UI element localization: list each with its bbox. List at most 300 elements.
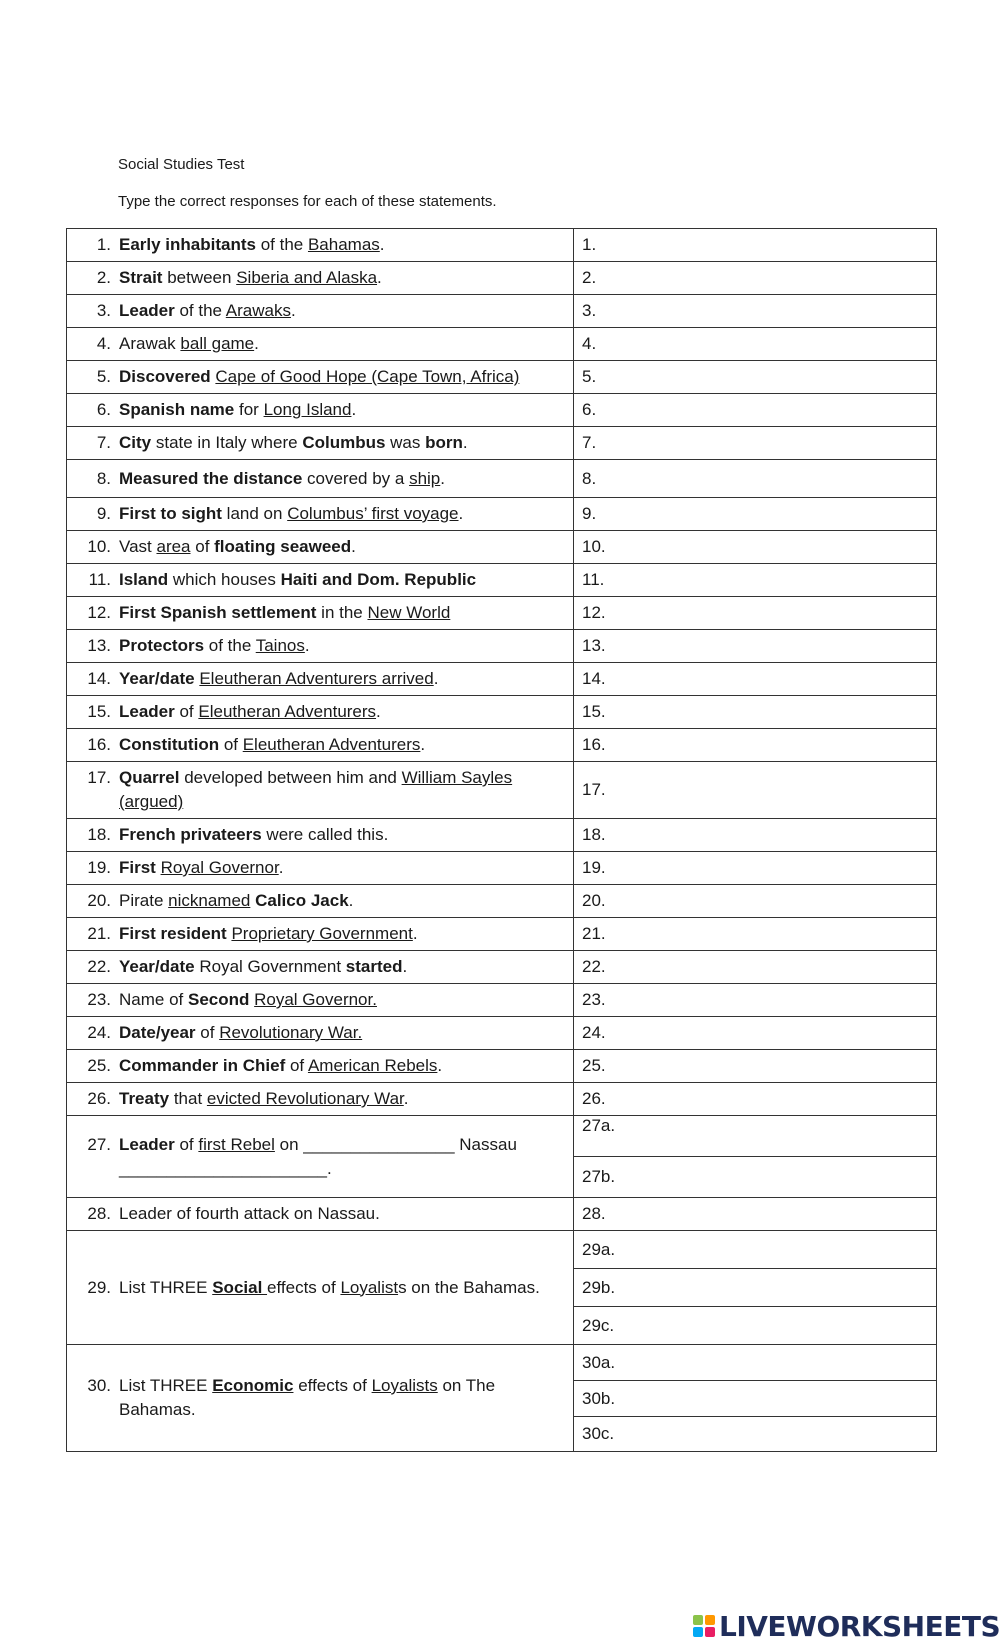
answer-field[interactable]: [574, 460, 937, 498]
question-text-segment: Leader: [119, 301, 175, 320]
table-row: [67, 1198, 937, 1231]
question-text-segment: area: [156, 537, 191, 556]
question-text-segment: ship: [409, 468, 441, 488]
question-text-segment: .: [403, 1089, 409, 1108]
table-row: [67, 729, 937, 762]
answer-field[interactable]: [574, 1381, 937, 1417]
question-text-segment: Vast: [119, 537, 157, 556]
question-number: 23.: [87, 990, 111, 1009]
answer-field[interactable]: [574, 328, 937, 361]
answer-field[interactable]: [574, 361, 937, 394]
question-number: 8.: [96, 468, 111, 488]
question-text-segment: floating seaweed: [214, 537, 352, 556]
question-text-segment: .: [420, 735, 426, 754]
question-text-segment: City: [119, 433, 152, 452]
question-cell: [67, 564, 574, 597]
answer-field[interactable]: [574, 394, 937, 427]
question-table: [66, 228, 937, 1452]
answer-label: 18.: [582, 825, 606, 844]
question-text-segment: of: [190, 537, 215, 556]
question-text-segment: Long Island: [263, 400, 352, 419]
question-cell: [67, 1050, 574, 1083]
question-cell: [67, 984, 574, 1017]
question-text-segment: French privateers: [119, 825, 262, 844]
question-text: [119, 889, 565, 913]
question-number: 11.: [88, 570, 111, 589]
question-cell: [67, 630, 574, 663]
answer-field[interactable]: [574, 951, 937, 984]
question-text-segment: on The Bahamas.: [119, 1376, 496, 1419]
question-text-segment: Pirate: [119, 891, 169, 910]
table-row: [67, 1050, 937, 1083]
question-text-segment: Royal Government: [194, 957, 346, 976]
question-cell: [67, 885, 574, 918]
question-number: 4.: [96, 334, 111, 353]
question-cell: [67, 328, 574, 361]
question-text-segment: for: [234, 400, 264, 419]
question-text-segment: .: [304, 636, 310, 655]
answer-label: 21.: [582, 924, 606, 943]
question-text: [119, 398, 565, 422]
table-row: [67, 630, 937, 663]
question-text-segment: Early inhabitants: [119, 235, 256, 254]
question-text-segment: Royal Governor.: [254, 990, 377, 1009]
answer-label: 17.: [582, 780, 606, 799]
question-text-segment: covered by a: [302, 468, 410, 488]
question-text-segment: Social: [212, 1277, 268, 1297]
answer-label: 30a.: [582, 1352, 616, 1372]
question-text: [119, 365, 565, 389]
question-text-segment: of the: [255, 235, 308, 254]
question-text-segment: on ________________ Nassau ______________________.: [119, 1134, 517, 1178]
question-text-segment: of: [195, 1023, 220, 1042]
question-cell: [67, 762, 574, 819]
question-text: [119, 467, 565, 491]
answer-label: 9.: [582, 504, 597, 523]
question-text-segment: Cape of Good Hope (Cape Town, Africa): [215, 367, 520, 386]
question-text-segment: were called this.: [261, 825, 389, 844]
question-text-segment: Loyalist: [340, 1277, 399, 1297]
answer-field[interactable]: [574, 984, 937, 1017]
question-number: 5.: [96, 367, 111, 386]
question-text-segment: of: [174, 702, 199, 721]
question-text-segment: of: [285, 1056, 308, 1075]
table-row: [67, 951, 937, 984]
answer-field[interactable]: [574, 295, 937, 328]
question-text: [119, 733, 565, 757]
question-text-segment: .: [377, 268, 382, 287]
instructions: Type the correct responses for each of these statements.: [118, 193, 497, 210]
question-text-segment: Arawak: [119, 334, 181, 353]
question-number: 30.: [87, 1376, 111, 1395]
question-cell: [67, 498, 574, 531]
question-number: 21.: [87, 924, 111, 943]
question-text-segment: .: [437, 1056, 443, 1075]
table-row: [67, 819, 937, 852]
question-text-segment: .: [412, 924, 418, 943]
question-text-segment: .: [351, 400, 357, 419]
question-text: [119, 502, 565, 526]
table-row: [67, 984, 937, 1017]
question-text-segment: Protectors: [119, 636, 205, 655]
question-text-segment: Constitution: [119, 735, 220, 754]
question-text-segment: Date/year: [119, 1023, 196, 1042]
question-number: 9.: [96, 504, 111, 523]
question-text-segment: Year/date: [119, 957, 195, 976]
answer-label: 26.: [582, 1089, 606, 1108]
question-text-segment: First resident: [119, 924, 227, 943]
answer-label: 15.: [582, 702, 606, 721]
question-text-segment: started: [345, 957, 403, 976]
question-number: 22.: [87, 957, 111, 976]
question-text: [119, 332, 565, 356]
table-row: [67, 328, 937, 361]
question-text-segment: state in Italy where: [151, 433, 303, 452]
question-text: [119, 766, 565, 814]
liveworksheets-logo: [693, 1610, 1000, 1642]
question-text-segment: Discovered: [119, 367, 211, 386]
question-text: [119, 634, 565, 658]
answer-field[interactable]: [574, 1116, 937, 1157]
question-text-segment: .: [348, 891, 354, 910]
answer-field[interactable]: [574, 885, 937, 918]
table-row: [67, 564, 937, 597]
question-text-segment: .: [440, 468, 445, 488]
table-row: [67, 696, 937, 729]
answer-label: 29b.: [582, 1277, 616, 1297]
answer-label: 13.: [582, 636, 606, 655]
question-text: [119, 266, 565, 290]
table-row: [67, 597, 937, 630]
answer-label: 22.: [582, 957, 606, 976]
question-text-segment: Treaty: [119, 1089, 170, 1108]
answer-field[interactable]: [574, 1198, 937, 1231]
question-text: [119, 568, 565, 592]
answer-field[interactable]: [574, 1157, 937, 1198]
question-number: 29.: [87, 1277, 111, 1297]
question-text-segment: effects of: [293, 1376, 372, 1395]
question-text: [119, 1087, 565, 1111]
question-text-segment: .: [278, 858, 284, 877]
question-text-segment: First to sight: [119, 504, 222, 523]
question-text-segment: of the: [174, 301, 226, 320]
question-text-segment: .: [433, 669, 439, 688]
question-number: 27.: [87, 1134, 111, 1154]
question-text-segment: Island: [119, 570, 169, 589]
question-cell: [67, 951, 574, 984]
question-text: [119, 856, 565, 880]
question-text-segment: evicted Revolutionary War: [206, 1089, 404, 1108]
table-row: [67, 262, 937, 295]
question-text-segment: Eleutheran Adventurers: [242, 735, 421, 754]
answer-field[interactable]: [574, 1345, 937, 1381]
answer-label: 4.: [582, 334, 597, 353]
question-text-segment: First Spanish settlement: [119, 603, 317, 622]
answer-label: 12.: [582, 603, 606, 622]
question-text-segment: of: [219, 735, 243, 754]
question-cell: [67, 1345, 574, 1452]
question-text: [119, 922, 565, 946]
question-cell: [67, 1017, 574, 1050]
answer-label: 19.: [582, 858, 606, 877]
table-row: [67, 1231, 937, 1269]
question-text-segment: .: [402, 957, 408, 976]
question-text-segment: between: [162, 268, 237, 287]
question-text: [119, 431, 565, 455]
answer-label: 28.: [582, 1204, 606, 1223]
question-text-segment: effects of: [267, 1277, 341, 1297]
table-row: [67, 531, 937, 564]
answer-label: 8.: [582, 468, 597, 488]
question-text-segment: Economic: [212, 1376, 294, 1395]
question-text-segment: developed between him and: [179, 768, 402, 787]
question-text-segment: List THREE: [119, 1376, 213, 1395]
answer-field[interactable]: [574, 819, 937, 852]
answer-label: 10.: [582, 537, 606, 556]
question-text-segment: New World: [367, 603, 451, 622]
table-row: [67, 663, 937, 696]
answer-label: 3.: [582, 301, 597, 320]
question-text: [119, 535, 565, 559]
answer-label: 30c.: [582, 1424, 615, 1443]
question-number: 14.: [87, 669, 111, 688]
question-text-segment: William Sayles (argued): [119, 768, 513, 811]
question-text-segment: first Rebel: [198, 1134, 275, 1154]
question-text-segment: .: [458, 504, 464, 523]
question-text-segment: Calico Jack: [255, 891, 349, 910]
question-text-segment: Leader: [119, 1134, 175, 1154]
answer-label: 23.: [582, 990, 606, 1009]
question-text-segment: land on: [221, 504, 288, 523]
question-text-segment: .: [351, 537, 356, 556]
question-text-segment: Arawaks: [225, 301, 291, 320]
question-number: 28.: [87, 1204, 111, 1223]
question-text: [119, 299, 565, 323]
question-number: 10.: [87, 537, 111, 556]
question-cell: [67, 819, 574, 852]
question-text-segment: Quarrel: [119, 768, 180, 787]
answer-label: 24.: [582, 1023, 606, 1042]
logo-text: LIVEWORKSHEETS: [719, 1609, 1000, 1643]
answer-field[interactable]: [574, 663, 937, 696]
question-text: [119, 823, 565, 847]
question-text-segment: ball game: [180, 334, 255, 353]
question-text-segment: .: [376, 702, 381, 721]
table-row: [67, 1116, 937, 1157]
answer-field[interactable]: [574, 262, 937, 295]
question-text-segment: Tainos: [255, 636, 305, 655]
question-text-segment: American Rebels: [307, 1056, 438, 1075]
answer-field[interactable]: [574, 229, 937, 262]
question-text: [119, 601, 565, 625]
answer-field[interactable]: [574, 1017, 937, 1050]
question-text-segment: nicknamed: [168, 891, 251, 910]
question-text-segment: Year/date: [119, 669, 195, 688]
answer-field[interactable]: [574, 630, 937, 663]
question-number: 24.: [87, 1023, 111, 1042]
answer-label: 11.: [582, 570, 605, 589]
answer-field[interactable]: [574, 1231, 937, 1269]
question-cell: [67, 852, 574, 885]
question-cell: [67, 394, 574, 427]
table-row: [67, 762, 937, 819]
answer-label: 7.: [582, 433, 597, 452]
answer-label: 27b.: [582, 1167, 616, 1186]
question-text-segment: which houses: [168, 570, 281, 589]
question-number: 19.: [87, 858, 111, 877]
question-number: 12.: [87, 603, 111, 622]
answer-field[interactable]: [574, 1050, 937, 1083]
answer-label: 29a.: [582, 1239, 616, 1259]
question-text-segment: First: [119, 858, 156, 877]
question-text: [119, 1021, 565, 1045]
question-text-segment: Name of: [119, 990, 188, 1009]
table-row: [67, 229, 937, 262]
question-cell: [67, 229, 574, 262]
answer-label: 5.: [582, 367, 597, 386]
question-cell: [67, 427, 574, 460]
answer-field[interactable]: [574, 564, 937, 597]
question-cell: [67, 729, 574, 762]
question-text-segment: Haiti and Dom. Republic: [280, 570, 477, 589]
question-number: 15.: [87, 702, 111, 721]
table-row: [67, 852, 937, 885]
answer-field[interactable]: [574, 427, 937, 460]
question-cell: [67, 1116, 574, 1198]
question-number: 7.: [96, 433, 111, 452]
question-text-segment: born: [425, 433, 463, 452]
test-title: Social Studies Test: [118, 156, 245, 173]
table-row: [67, 885, 937, 918]
logo-mark-icon: [693, 1615, 715, 1637]
answer-field[interactable]: [574, 498, 937, 531]
table-row: [67, 1017, 937, 1050]
answer-label: 16.: [582, 735, 606, 754]
question-text-segment: Eleutheran Adventurers arrived: [199, 669, 434, 688]
question-cell: [67, 1198, 574, 1231]
question-text-segment: in the: [316, 603, 368, 622]
question-text-segment: .: [254, 334, 259, 353]
table-row: [67, 361, 937, 394]
question-text-segment: Eleutheran Adventurers: [198, 702, 377, 721]
answer-field[interactable]: [574, 1269, 937, 1307]
question-number: 25.: [87, 1056, 111, 1075]
question-text-segment: of the: [204, 636, 256, 655]
table-row: [67, 427, 937, 460]
question-number: 18.: [87, 825, 111, 844]
answer-field[interactable]: [574, 1083, 937, 1116]
question-text-segment: was: [385, 433, 426, 452]
question-text: [119, 1276, 565, 1300]
answer-label: 25.: [582, 1056, 606, 1075]
question-text: [119, 1054, 565, 1078]
question-number: 16.: [87, 735, 111, 754]
table-row: [67, 394, 937, 427]
question-text-segment: List THREE: [119, 1277, 213, 1297]
question-number: 26.: [87, 1089, 111, 1108]
question-cell: [67, 663, 574, 696]
answer-field[interactable]: [574, 1307, 937, 1345]
question-text-segment: that: [169, 1089, 207, 1108]
question-text-segment: Spanish name: [119, 400, 235, 419]
answer-field[interactable]: [574, 597, 937, 630]
answer-label: 30b.: [582, 1388, 616, 1408]
question-cell: [67, 597, 574, 630]
question-cell: [67, 918, 574, 951]
question-text-segment: Leader: [119, 702, 175, 721]
table-row: [67, 918, 937, 951]
question-cell: [67, 531, 574, 564]
question-text-segment: Columbus’ first voyage: [287, 504, 459, 523]
question-text: [119, 988, 565, 1012]
table-row: [67, 498, 937, 531]
question-text: [119, 233, 565, 257]
answer-label: 6.: [582, 400, 597, 419]
question-text-segment: Bahamas: [307, 235, 380, 254]
question-text: [119, 1374, 565, 1422]
question-text: [119, 1133, 565, 1181]
answer-label: 2.: [582, 268, 597, 287]
answer-label: 27a.: [582, 1116, 616, 1135]
question-text-segment: Leader of fourth attack on Nassau.: [119, 1204, 380, 1223]
question-number: 6.: [96, 400, 111, 419]
question-text-segment: Strait: [119, 268, 163, 287]
question-text-segment: .: [379, 235, 385, 254]
question-text-segment: Second: [187, 990, 250, 1009]
answer-field[interactable]: [574, 918, 937, 951]
question-text-segment: Siberia and Alaska: [236, 268, 378, 287]
question-cell: [67, 1083, 574, 1116]
question-text-segment: Royal Governor: [160, 858, 279, 877]
table-row: [67, 1083, 937, 1116]
question-text: [119, 1202, 565, 1226]
question-text-segment: Columbus: [302, 433, 386, 452]
answer-field[interactable]: [574, 696, 937, 729]
answer-field[interactable]: [574, 1417, 937, 1452]
table-row: [67, 1345, 937, 1381]
question-text: [119, 700, 565, 724]
question-text-segment: of: [174, 1134, 199, 1154]
question-text: [119, 955, 565, 979]
question-cell: [67, 460, 574, 498]
table-row: [67, 460, 937, 498]
answer-field[interactable]: [574, 852, 937, 885]
question-text-segment: .: [462, 433, 468, 452]
question-number: 3.: [96, 301, 111, 320]
answer-label: 14.: [582, 669, 606, 688]
question-number: 17.: [87, 768, 111, 787]
answer-field[interactable]: [574, 729, 937, 762]
question-text-segment: Commander in Chief: [119, 1056, 286, 1075]
question-number: 13.: [87, 636, 111, 655]
answer-field[interactable]: [574, 531, 937, 564]
question-number: 20.: [87, 891, 111, 910]
answer-field[interactable]: [574, 762, 937, 819]
question-text-segment: s on the Bahamas.: [398, 1277, 540, 1297]
answer-label: 20.: [582, 891, 606, 910]
question-cell: [67, 295, 574, 328]
question-cell: [67, 262, 574, 295]
question-text-segment: Measured the distance: [119, 468, 303, 488]
question-number: 2.: [96, 268, 111, 287]
answer-label: 29c.: [582, 1315, 615, 1335]
question-cell: [67, 696, 574, 729]
table-row: [67, 295, 937, 328]
question-text-segment: .: [290, 301, 296, 320]
question-text-segment: Revolutionary War.: [219, 1023, 363, 1042]
question-text-segment: Proprietary Government: [231, 924, 413, 943]
question-text: [119, 667, 565, 691]
